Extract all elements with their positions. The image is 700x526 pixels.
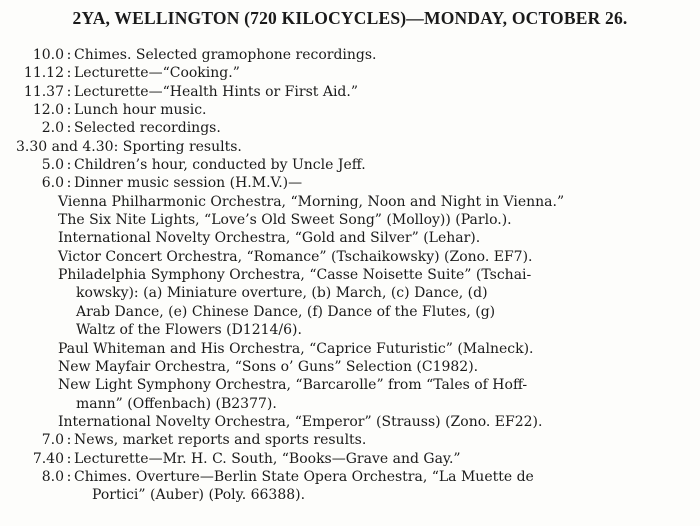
schedule-row: 10.0 : Chimes. Selected gramophone recordings.: [8, 46, 696, 64]
schedule-text: Lecturette—Mr. H. C. South, “Books—Grave and Gay.”: [74, 450, 461, 467]
schedule-text: Sporting results.: [122, 138, 242, 155]
schedule-row: 8.0 : Chimes. Overture—Berlin State Opera Orchestra, “La Muette de: [8, 468, 696, 486]
schedule-text: News, market reports and sports results.: [74, 432, 367, 449]
schedule-time: 11.12: [23, 65, 64, 82]
schedule-row: 7.40 : Lecturette—Mr. H. C. South, “Books—Grave and Gay.”: [8, 450, 696, 468]
schedule-text: Chimes. Overture—Berlin State Opera Orchestra, “La Muette de: [74, 468, 534, 485]
page-title: 2YA, WELLINGTON (720 KILOCYCLES)—MONDAY, OCTOBER 26.: [72, 8, 628, 28]
list-item: Victor Concert Orchestra, “Romance” (Tschaikowsky) (Zono. EF7).: [58, 248, 533, 265]
schedule-text: Lecturette—“Health Hints or First Aid.”: [74, 83, 358, 100]
schedule-time: 2.0: [41, 120, 64, 137]
schedule-time: 11.37: [23, 83, 64, 100]
schedule-text: Chimes. Selected gramophone recordings.: [74, 47, 377, 63]
schedule-time: 5.0: [41, 157, 64, 174]
schedule-text: Portici” (Auber) (Poly. 66388).: [92, 487, 306, 504]
schedule-text: Dinner music session (H.M.V.)—: [74, 175, 303, 192]
list-item: Philadelphia Symphony Orchestra, “Casse Noisette Suite” (Tschai-: [58, 267, 532, 284]
schedule-time: 12.0: [32, 102, 64, 119]
schedule-time: 7.40: [32, 450, 64, 467]
schedule-time: 7.0: [41, 432, 64, 449]
schedule-time: 6.0: [41, 175, 64, 192]
schedule-text: Lunch hour music.: [74, 102, 207, 119]
list-item: kowsky): (a) Miniature overture, (b) March, (c) Dance, (d): [76, 285, 488, 302]
schedule-row: 2.0 : Selected recordings.: [8, 119, 696, 137]
schedule-row: 11.12 : Lecturette—“Cooking.”: [8, 64, 696, 82]
list-item: mann” (Offenbach) (B2377).: [76, 395, 277, 412]
list-item: Waltz of the Flowers (D1214/6).: [76, 322, 302, 339]
schedule-row: 3.30 and 4.30 : Sporting results.: [8, 138, 696, 156]
list-item: International Novelty Orchestra, “Gold and Silver” (Lehar).: [58, 230, 481, 247]
schedule-row: 12.0 : Lunch hour music.: [8, 101, 696, 119]
dinner-music-list: [58, 193, 696, 431]
list-item: Vienna Philharmonic Orchestra, “Morning, Noon and Night in Vienna.”: [58, 193, 565, 210]
list-item: New Mayfair Orchestra, “Sons o’ Guns” Selection (C1982).: [58, 358, 479, 375]
schedule-row: 7.0 : News, market reports and sports results.: [8, 431, 696, 449]
list-item: The Six Nite Lights, “Love’s Old Sweet Song” (Molloy)) (Parlo.).: [58, 212, 512, 229]
list-item: International Novelty Orchestra, “Emperor” (Strauss) (Zono. EF22).: [58, 413, 543, 430]
list-item: Arab Dance, (e) Chinese Dance, (f) Dance of the Flutes, (g): [76, 303, 496, 320]
programme-listing: [8, 46, 696, 505]
schedule-text: Selected recordings.: [74, 120, 221, 137]
schedule-row: 5.0 : Children’s hour, conducted by Uncle Jeff.: [8, 156, 696, 174]
schedule-text: Lecturette—“Cooking.”: [74, 65, 240, 82]
schedule-text: Children’s hour, conducted by Uncle Jeff.: [74, 157, 366, 174]
schedule-row: [8, 486, 696, 504]
schedule-time: [8, 486, 64, 504]
schedule-time: 3.30 and 4.30: [16, 138, 114, 155]
schedule-time: 10.0: [32, 47, 64, 63]
schedule-time: 8.0: [41, 468, 64, 485]
list-item: Paul Whiteman and His Orchestra, “Caprice Futuristic” (Malneck).: [58, 340, 534, 357]
schedule-row: 6.0 : Dinner music session (H.M.V.)—: [8, 174, 696, 192]
schedule-row: 11.37 : Lecturette—“Health Hints or First Aid.”: [8, 83, 696, 101]
list-item: New Light Symphony Orchestra, “Barcarolle” from “Tales of Hoff-: [58, 377, 528, 394]
